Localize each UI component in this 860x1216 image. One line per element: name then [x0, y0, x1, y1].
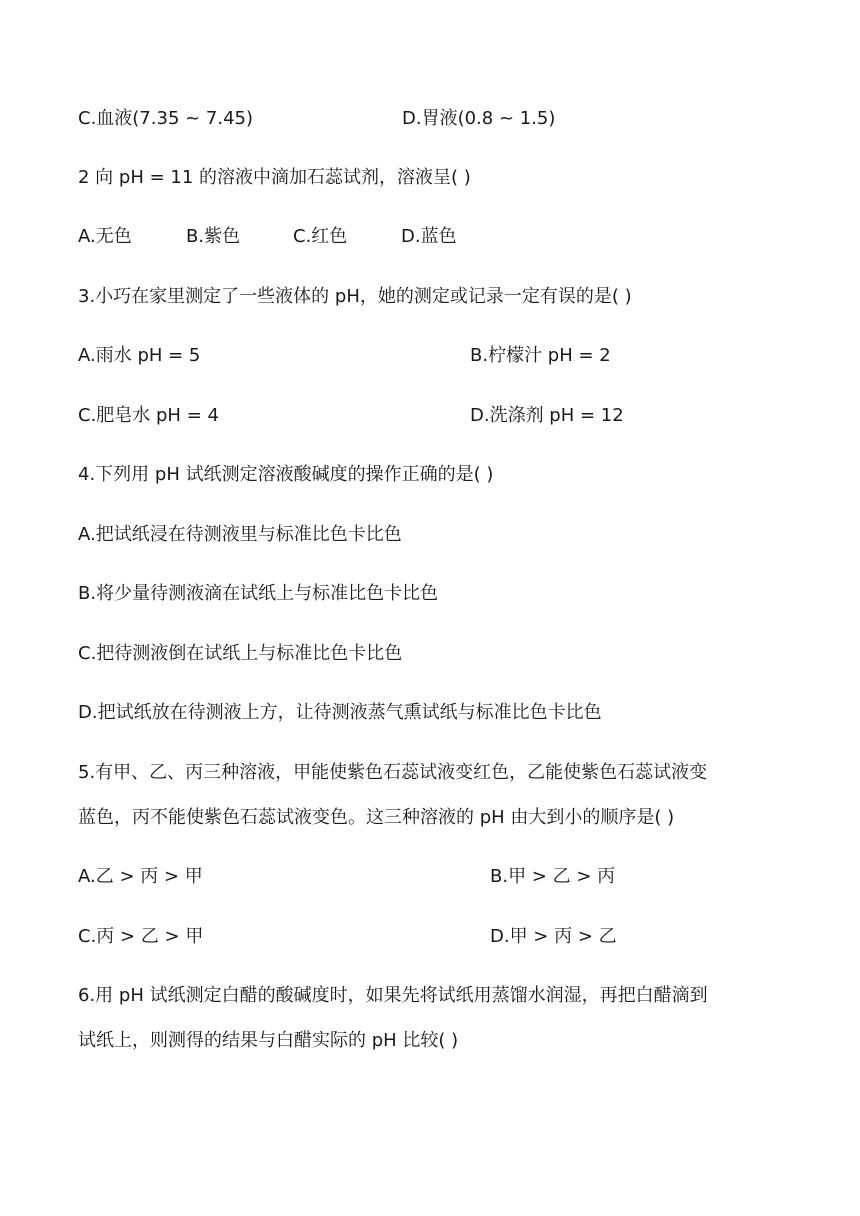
question-5-option-b: B.甲 > 乙 > 丙	[490, 866, 616, 887]
question-3-stem: 3.小巧在家里测定了一些液体的 pH，她的测定或记录一定有误的是( )	[78, 286, 632, 307]
question-3-option-d: D.洗涤剂 pH = 12	[470, 405, 624, 426]
question-5-option-a: A.乙 > 丙 > 甲	[78, 866, 203, 887]
question-5-stem-line-1: 5.有甲、乙、丙三种溶液，甲能使紫色石蕊试液变红色，乙能使紫色石蕊试液变	[78, 762, 708, 783]
question-6-stem-line-2: 试纸上，则测得的结果与白醋实际的 pH 比较( )	[78, 1030, 459, 1051]
question-2-stem: 2 向 pH = 11 的溶液中滴加石蕊试剂，溶液呈( )	[78, 167, 471, 188]
question-2-option-a: A.无色	[78, 226, 132, 247]
question-4-option-b: B.将少量待测液滴在试纸上与标准比色卡比色	[78, 583, 439, 604]
question-2-option-d: D.蓝色	[401, 226, 457, 247]
question-2-option-c: C.红色	[293, 226, 348, 247]
question-3-option-c: C.肥皂水 pH = 4	[78, 405, 219, 426]
question-2-option-b: B.紫色	[186, 226, 241, 247]
question-3-option-a: A.雨水 pH = 5	[78, 345, 201, 366]
question-3-option-b: B.柠檬汁 pH = 2	[470, 345, 611, 366]
question-5-option-c: C.丙 > 乙 > 甲	[78, 926, 204, 947]
option-c: C.血液(7.35 ~ 7.45)	[78, 108, 254, 129]
question-6-stem-line-1: 6.用 pH 试纸测定白醋的酸碱度时，如果先将试纸用蒸馏水润湿，再把白醋滴到	[78, 985, 708, 1006]
question-4-option-c: C.把待测液倒在试纸上与标准比色卡比色	[78, 643, 403, 664]
question-5-stem-line-2: 蓝色，丙不能使紫色石蕊试液变色。这三种溶液的 pH 由大到小的顺序是( )	[78, 807, 675, 828]
option-d: D.胃液(0.8 ~ 1.5)	[402, 108, 556, 129]
question-4-stem: 4.下列用 pH 试纸测定溶液酸碱度的操作正确的是( )	[78, 464, 494, 485]
question-5-option-d: D.甲 > 丙 > 乙	[490, 926, 617, 947]
question-4-option-d: D.把试纸放在待测液上方，让待测液蒸气熏试纸与标准比色卡比色	[78, 702, 602, 723]
question-4-option-a: A.把试纸浸在待测液里与标准比色卡比色	[78, 524, 402, 545]
